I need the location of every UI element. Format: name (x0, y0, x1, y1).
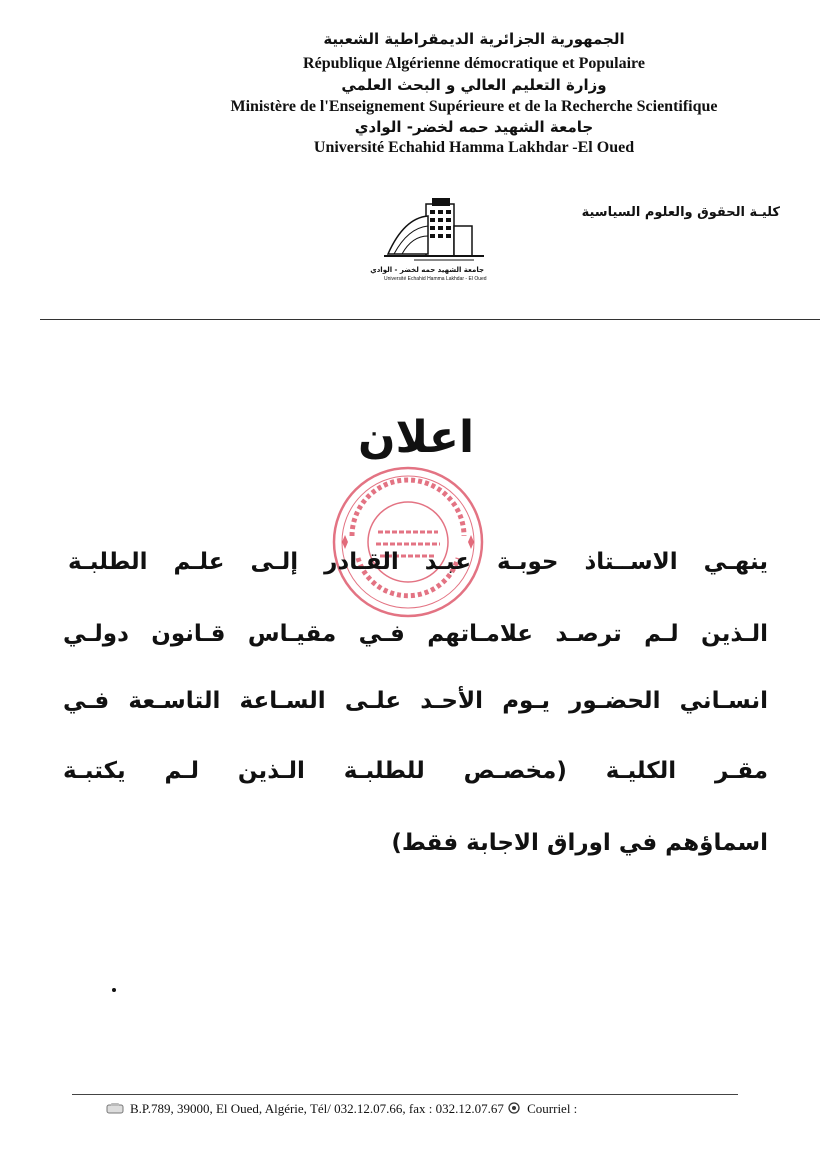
footer-divider (72, 1094, 738, 1095)
phone-icon (106, 1102, 124, 1118)
faculty-name: كليـة الحقوق والعلوم السياسية (581, 205, 780, 220)
header-ministry-fr: Ministère de l'Enseignement Supérieure et de la Recherche Scientifique (230, 98, 718, 115)
header-university-fr: Université Echahid Hamma Lakhdar -El Oued (313, 139, 635, 156)
email-icon (507, 1102, 521, 1118)
body-line-3: انسـاني الحضـور يـوم الأحـد علـى السـاعة التاسـعة فـي (63, 688, 768, 714)
header-republic-fr: République Algérienne démocratique et Populaire (303, 55, 645, 72)
header-divider (40, 319, 820, 320)
announcement-title: اعلان (357, 412, 475, 463)
official-stamp (328, 462, 488, 622)
header-university-ar: جامعة الشهيد حمه لخضر- الوادي (354, 118, 594, 136)
footer-contact (106, 1101, 577, 1118)
logo-caption-fr: Université Echahid Hamma Lakhdar - El Oued (384, 276, 487, 282)
body-line-1: ينهـي الاســتاذ حوبـة عبـد القـادر إلـى علـم الطلبـة (68, 549, 768, 575)
footer-address: B.P.789, 39000, El Oued, Algérie, Tél/ 032.12.07.66, fax : 032.12.07.67 (130, 1101, 504, 1116)
footer-courriel: Courriel : (527, 1101, 578, 1116)
header-ministry-ar: وزارة التعليم العالي و البحث العلمي (341, 76, 607, 94)
body-line-2: الـذين لـم ترصـد علامـاتهم فـي مقيـاس قـانون دولـي (63, 621, 768, 647)
building-icon (384, 196, 484, 266)
university-logo (370, 196, 487, 288)
body-line-4: مقـر الكليـة (مخصـص للطلبـة الـذين لـم يكتبـة (63, 758, 768, 784)
logo-caption-ar: جامعة الشهيد حمه لخضر - الوادي (370, 266, 484, 274)
body-line-5: اسماؤهم في اوراق الاجابة فقط) (391, 830, 768, 856)
stray-dot (112, 988, 116, 992)
stamp-seal-icon (328, 462, 488, 622)
header-republic-ar: الجمهورية الجزائرية الديمقراطية الشعبية (323, 30, 625, 48)
